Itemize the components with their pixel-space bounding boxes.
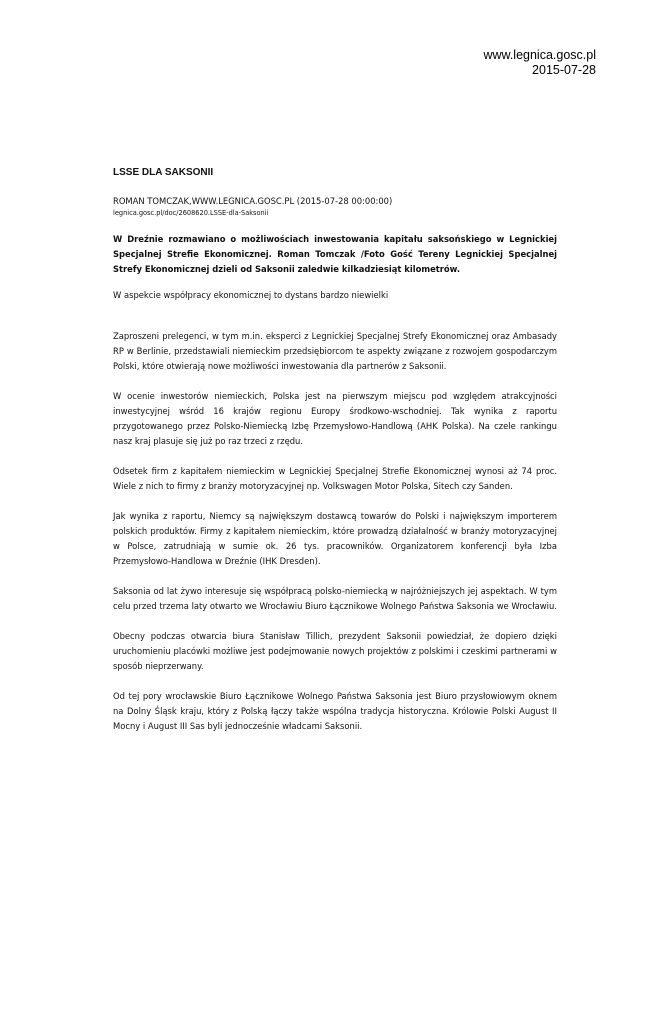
page-header (483, 48, 596, 78)
paragraph: Saksonia od lat żywo interesuje się współpracą polsko-niemiecką w najróżniejszych jej aspektach. W tym celu przed trzema laty otwarto we Wrocławiu Biuro Łącznikowe Wolnego Państwa Saksonia we Wrocławiu. (113, 586, 557, 611)
article-title: LSSE DLA SAKSONII (113, 167, 214, 178)
paragraph: W ocenie inwestorów niemieckich, Polska jest na pierwszym miejscu pod względem atrakcyjności inwestycyjnej wśród 16 krajów regionu Europy środkowo-wschodniej. Tak wynika z raportu przygotowanego przez Polsko-Niemiecką Izbę Przemysłowo-Handlową (AHK Polska). Na czele rankingu nasz kraj plasuje się już po raz trzeci z rzędu. (113, 391, 557, 446)
article-url: legnica.gosc.pl/doc/2608620.LSSE-dla-Saksonii (113, 209, 269, 217)
paragraph: Odsetek firm z kapitałem niemieckim w Legnickiej Specjalnej Strefie Ekonomicznej wynosi aż 74 proc. Wiele z nich to firmy z branży motoryzacyjnej np. Volkswagen Motor Polska, Sitech czy Sanden. (113, 466, 557, 491)
paragraph: Zaproszeni prelegenci, w tym m.in. eksperci z Legnickiej Specjalnej Strefy Ekonomicznej oraz Ambasady RP w Berlinie, przedstawiali niemieckim przedsiębiorcom te aspekty związane z rozwojem gospodarczym Polski, które otwierają nowe możliwości inwestowania dla partnerów z Saksonii. (113, 331, 557, 371)
paragraph: Od tej pory wrocławskie Biuro Łącznikowe Wolnego Państwa Saksonia jest Biuro przysłowiowym oknem na Dolny Śląsk kraju, który z Polską łączy także wspólna tradycja historyczna. Królowie Polski August II Mocny i August III Sas byli jednocześnie władcami Saksonii. (113, 691, 557, 731)
header-date: 2015-07-28 (532, 63, 596, 77)
article-lead: W Dreźnie rozmawiano o możliwościach inwestowania kapitału saksońskiego w Legnickiej Specjalnej Strefie Ekonomicznej. Roman Tomczak /Foto Gość Tereny Legnickiej Specjalnej Strefy Ekonomicznej dzieli od Saksonii zaledwie kilkadziesiąt kilometrów. (113, 234, 557, 274)
site-url: www.legnica.gosc.pl (483, 48, 596, 62)
article-body (113, 166, 557, 749)
article-byline: ROMAN TOMCZAK,WWW.LEGNICA.GOSC.PL (2015-07-28 00:00:00) (113, 196, 393, 206)
paragraph: Jak wynika z raportu, Niemcy są największym dostawcą towarów do Polski i największym importerem polskich produktów. Firmy z kapitałem niemieckim, które prowadzą działalność w branży motoryzacyjnej w Polsce, zatrudniają w sumie ok. 26 tys. pracowników. Organizatorem konferencji była Izba Przemysłowo-Handlowa w Dreźnie (IHK Dresden). (113, 511, 557, 566)
paragraph: Obecny podczas otwarcia biura Stanisław Tillich, prezydent Saksonii powiedział, że dopiero dzięki uruchomieniu placówki możliwe jest podejmowanie nowych projektów z polskimi i czeskimi partnerami w sposób nieprzerwany. (113, 631, 557, 671)
article-subhead: W aspekcie współpracy ekonomicznej to dystans bardzo niewielki (113, 290, 389, 300)
